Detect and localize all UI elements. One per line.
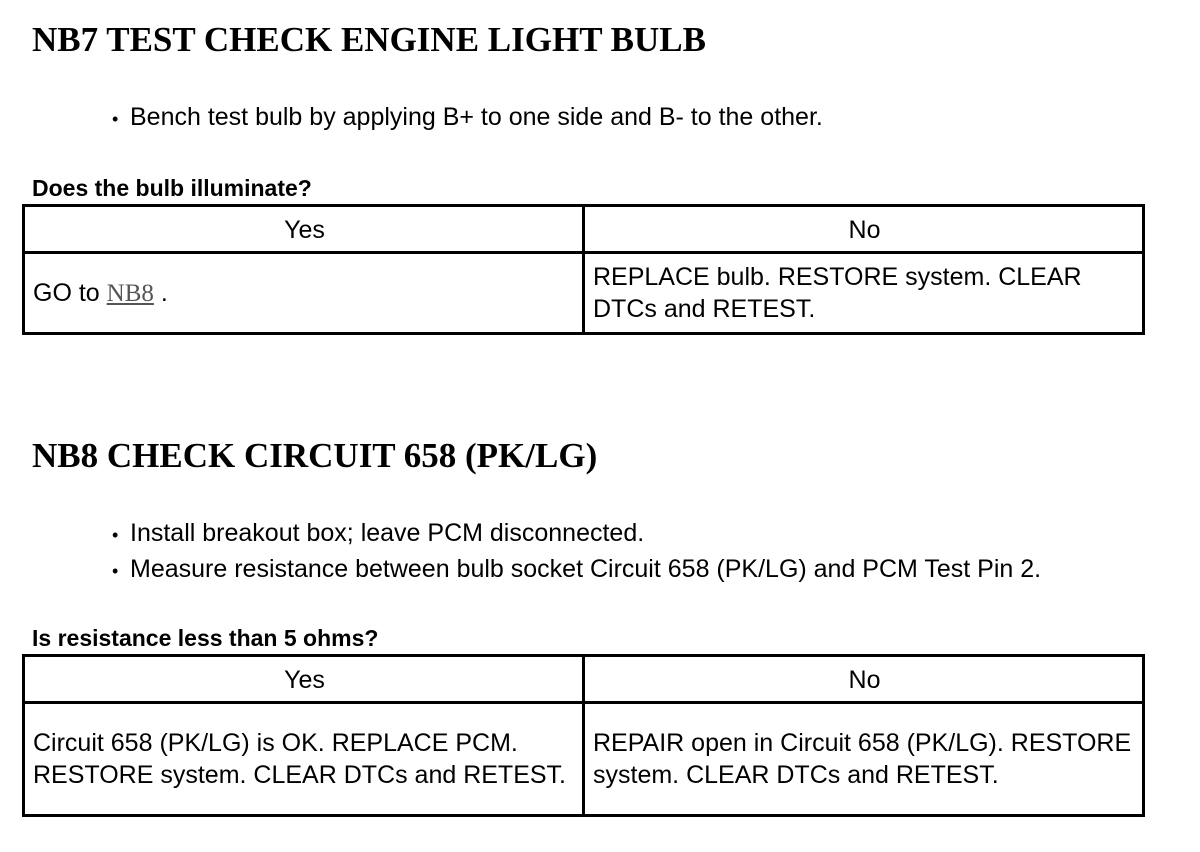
nb8-step-1: • Install breakout box; leave PCM disconnected. xyxy=(112,516,1041,552)
nb8-yes-cell: Circuit 658 (PK/LG) is OK. REPLACE PCM. RESTORE system. CLEAR DTCs and RETEST. xyxy=(24,703,584,816)
nb8-steps xyxy=(112,516,1041,588)
nb8-decision-table xyxy=(22,654,1145,817)
nb7-steps xyxy=(112,100,823,136)
nb7-yes-cell xyxy=(24,253,584,334)
nb7-yes-suffix: . xyxy=(153,278,168,307)
nb7-step-1: • Bench test bulb by applying B+ to one side and B- to the other. xyxy=(112,100,823,136)
nb7-no-cell: REPLACE bulb. RESTORE system. CLEAR DTCs and RETEST. xyxy=(584,253,1144,334)
nb7-title: NB7 TEST CHECK ENGINE LIGHT BULB xyxy=(32,20,706,59)
nb7-yes-prefix: GO to xyxy=(33,278,107,307)
nb8-link[interactable]: NB8 xyxy=(106,279,154,307)
nb8-no-header: No xyxy=(584,656,1144,703)
nb7-decision-table xyxy=(22,204,1145,335)
nb8-yes-header: Yes xyxy=(24,656,584,703)
nb7-yes-header: Yes xyxy=(24,206,584,253)
nb7-no-header: No xyxy=(584,206,1144,253)
nb7-question: Does the bulb illuminate? xyxy=(32,175,312,201)
nb8-step-2: • Measure resistance between bulb socket Circuit 658 (PK/LG) and PCM Test Pin 2. xyxy=(112,552,1041,588)
nb8-question: Is resistance less than 5 ohms? xyxy=(32,625,379,651)
nb8-title: NB8 CHECK CIRCUIT 658 (PK/LG) xyxy=(32,436,598,475)
nb8-no-cell: REPAIR open in Circuit 658 (PK/LG). RESTORE system. CLEAR DTCs and RETEST. xyxy=(584,703,1144,816)
